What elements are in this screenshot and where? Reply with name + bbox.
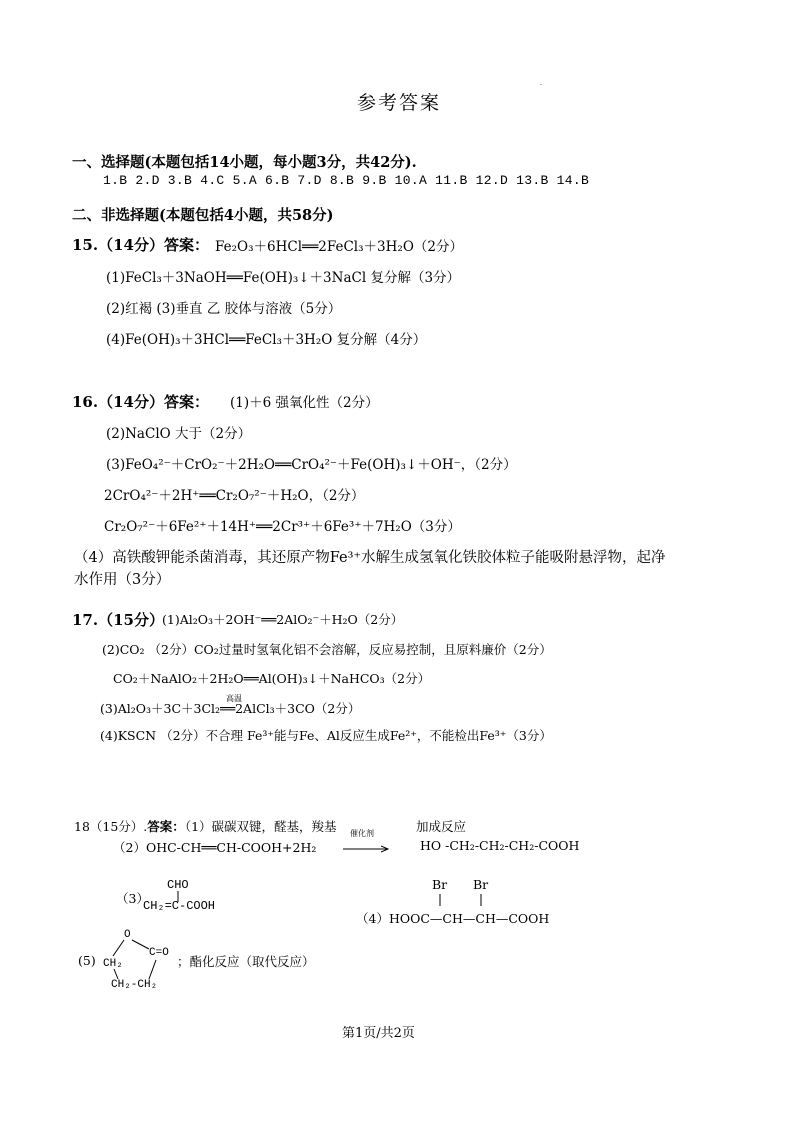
- q18-p3-label: （3）: [116, 891, 149, 906]
- q15-line: (4)Fe(OH)₃＋3HCl══FeCl₃＋3H₂O 复分解（4分）: [106, 332, 427, 348]
- bond-lines: [438, 894, 486, 908]
- section1-heading: 一、选择题(本题包括14小题，每小题3分，共42分).: [72, 154, 417, 171]
- q18-line2: （2）OHC-CH══CH-COOH+2H₂: [113, 840, 317, 855]
- q16-line: 2CrO₄²⁻＋2H⁺══Cr₂O₇²⁻＋H₂O，（2分）: [104, 488, 365, 504]
- q16-line: (3)FeO₄²⁻＋CrO₂⁻＋2H₂O══CrO₄²⁻＋Fe(OH)₃↓＋OH⁻，（2分）: [106, 457, 517, 473]
- section2-heading: 二、非选择题(本题包括4小题，共58分): [72, 207, 334, 224]
- page-title: 参考答案: [357, 92, 442, 114]
- q16-line: （4）高铁酸钾能杀菌消毒，其还原产物Fe³⁺水解生成氢氧化铁胶体粒子能吸附悬浮物，起净: [74, 550, 666, 566]
- q15-label: 15.（14分）答案：: [72, 236, 209, 254]
- q17-line: (3)Al₂O₃＋3C＋3Cl₂══2AlCl₃＋3CO（2分）: [100, 701, 361, 716]
- q16-line: 水作用（3分）: [74, 572, 171, 588]
- q18-label: [74, 817, 337, 835]
- q18-label-bold: 答案：: [147, 819, 185, 834]
- reaction-arrow-icon: [343, 844, 391, 854]
- q18-line2-right: HO -CH₂-CH₂-CH₂-COOH: [420, 838, 580, 853]
- q17-line: (4)KSCN （2分）不合理 Fe³⁺能与Fe、Al反应生成Fe²⁺，不能检出Fe³⁺（3分）: [100, 728, 552, 743]
- q16-line: (2)NaClO 大于（2分）: [106, 426, 252, 442]
- q17-condition: 高温: [226, 694, 242, 703]
- q18-line1: （1）碳碳双键，醛基，羧基: [184, 819, 337, 834]
- q18-p5-tail: ；酯化反应（取代反应）: [177, 954, 315, 969]
- section1-answers: 1.B 2.D 3.B 4.C 5.A 6.B 7.D 8.B 9.B 10.A 11.B 12.D 13.B 14.B: [103, 173, 590, 188]
- q17-line: (2)CO₂ （2分）CO₂过量时氢氧化铝不会溶解，反应易控制，且原料廉价（2分）: [102, 642, 552, 657]
- q18-catalyst: 催化剂: [350, 829, 374, 838]
- q17-label: 17.（15分）: [72, 611, 164, 629]
- q18-p5-co: C=O: [149, 947, 169, 959]
- page-footer: 第1页/共2页: [342, 1026, 415, 1041]
- q15-line: (1)FeCl₃＋3NaOH══Fe(OH)₃↓＋3NaCl 复分解（3分）: [106, 270, 461, 286]
- q16-line: Cr₂O₇²⁻＋6Fe²⁺＋14H⁺══2Cr³⁺＋6Fe³⁺＋7H₂O（3分）: [104, 519, 461, 535]
- q17-line: CO₂＋NaAlO₂＋2H₂O══Al(OH)₃↓＋NaHCO₃（2分）: [113, 671, 431, 686]
- q18-p5-bottom: CH₂-CH₂: [111, 979, 158, 991]
- q18-p3-main: CH₂=C-COOH: [143, 899, 216, 913]
- q18-p3-top: CHO: [167, 878, 189, 892]
- q15-line: Fe₂O₃＋6HCl══2FeCl₃＋3H₂O（2分）: [215, 239, 463, 255]
- q18-p4-br1: Br: [432, 877, 448, 892]
- dot-mark: .: [540, 80, 542, 87]
- q16-line: (1)＋6 强氧化性（2分）: [230, 395, 379, 411]
- q16-label: 16.（14分）答案：: [72, 393, 209, 411]
- q18-p5-ch2: CH₂: [103, 958, 123, 970]
- q18-p4-br2: Br: [473, 877, 489, 892]
- q18-p5-o: O: [124, 929, 131, 941]
- q17-line: (1)Al₂O₃＋2OH⁻══2AlO₂⁻＋H₂O（2分）: [162, 612, 404, 627]
- q18-line1-right: 加成反应: [416, 819, 467, 834]
- q18-p4-main: （4）HOOC—CH—CH—COOH: [356, 911, 550, 926]
- q18-p5-label: (5): [78, 953, 96, 968]
- ring-bonds: [104, 938, 164, 983]
- q18-label-prefix: 18（15分）.: [74, 819, 148, 834]
- q15-line: (2)红褐 (3)垂直 乙 胶体与溶液（5分）: [106, 301, 342, 317]
